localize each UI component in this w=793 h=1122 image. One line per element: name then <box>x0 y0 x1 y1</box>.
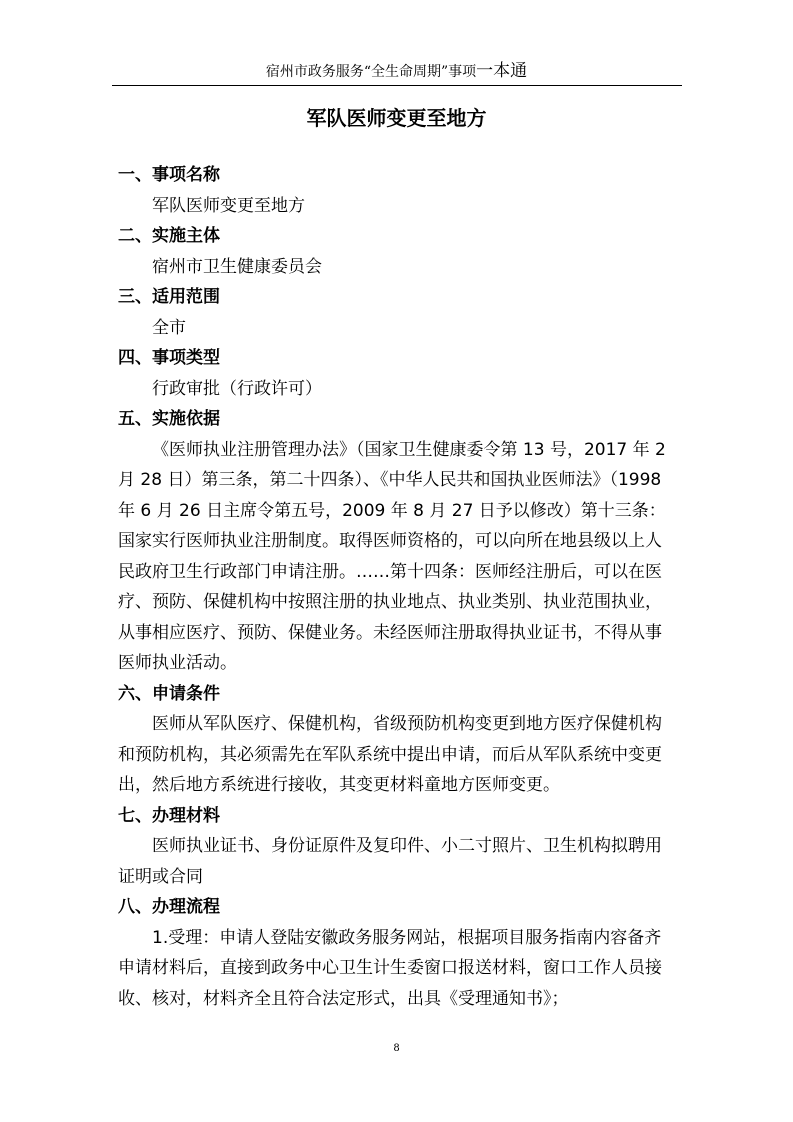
running-header-tail: 一本通 <box>476 61 528 81</box>
header-rule <box>112 85 682 86</box>
section-implementing-body <box>118 221 678 282</box>
running-header-main: 宿州市政务服务“全生命周期”事项 <box>265 64 477 80</box>
section-materials <box>118 801 678 893</box>
section-heading: 二、实施主体 <box>118 226 220 246</box>
section-heading: 七、办理材料 <box>118 805 220 826</box>
section-heading: 四、事项类型 <box>118 348 220 368</box>
section-heading: 三、适用范围 <box>118 287 220 307</box>
section-legal-basis <box>118 404 678 679</box>
section-process <box>118 892 678 1014</box>
page-number: 8 <box>393 1043 400 1054</box>
section-scope <box>118 282 678 343</box>
section-heading: 八、办理流程 <box>118 897 220 917</box>
document-body <box>118 160 678 1014</box>
section-item-name <box>118 160 678 221</box>
section-item-type <box>118 343 678 404</box>
section-paragraph: 《医师执业注册管理办法》（国家卫生健康委令第 13 号，2017 年 2 月 28 日）第三条，第二十四条）、《中华人民共和国执业医师法》（1998 年 6 月 26 日主席令第五号，2009 年 8 月 27 日予以修改）第十三条：国家实行医师执业注册制度。取得医师资格的，可以向所在地县级以上人民政府卫生行政部门申请注册。……第十四条：医师经注册后，可以在医疗、预防、保健机构中按照注册的执业地点、执业类别、执业范围执业，从事相应医疗、预防、保健业务。未经医师注册取得执业证书，不得从事医师执业活动。 <box>118 439 666 673</box>
section-conditions <box>118 679 678 801</box>
document-title: 军队医师变更至地方 <box>306 106 487 130</box>
section-paragraph: 1.受理：申请人登陆安徽政务服务网站，根据项目服务指南内容备齐申请材料后，直接到政务中心卫生计生委窗口报送材料，窗口工作人员接收、核对，材料齐全且符合法定形式，出具《受理通知书》； <box>118 927 662 1009</box>
section-paragraph: 军队医师变更至地方 <box>152 195 305 216</box>
section-heading: 一、事项名称 <box>118 165 220 185</box>
running-header <box>0 62 793 81</box>
section-paragraph: 宿州市卫生健康委员会 <box>152 256 322 277</box>
section-heading: 五、实施依据 <box>118 409 220 429</box>
section-paragraph: 行政审批（行政许可） <box>152 378 322 399</box>
section-paragraph: 全市 <box>152 317 186 338</box>
section-paragraph: 医师执业证书、身份证原件及复印件、小二寸照片、卫生机构拟聘用证明或合同 <box>118 836 662 887</box>
section-paragraph: 医师从军队医疗、保健机构，省级预防机构变更到地方医疗保健机构和预防机构，其必须需先在军队系统中提出申请，而后从军队系统中变更出，然后地方系统进行接收，其变更材料童地方医师变更。 <box>118 714 662 795</box>
section-heading: 六、申请条件 <box>118 683 220 704</box>
